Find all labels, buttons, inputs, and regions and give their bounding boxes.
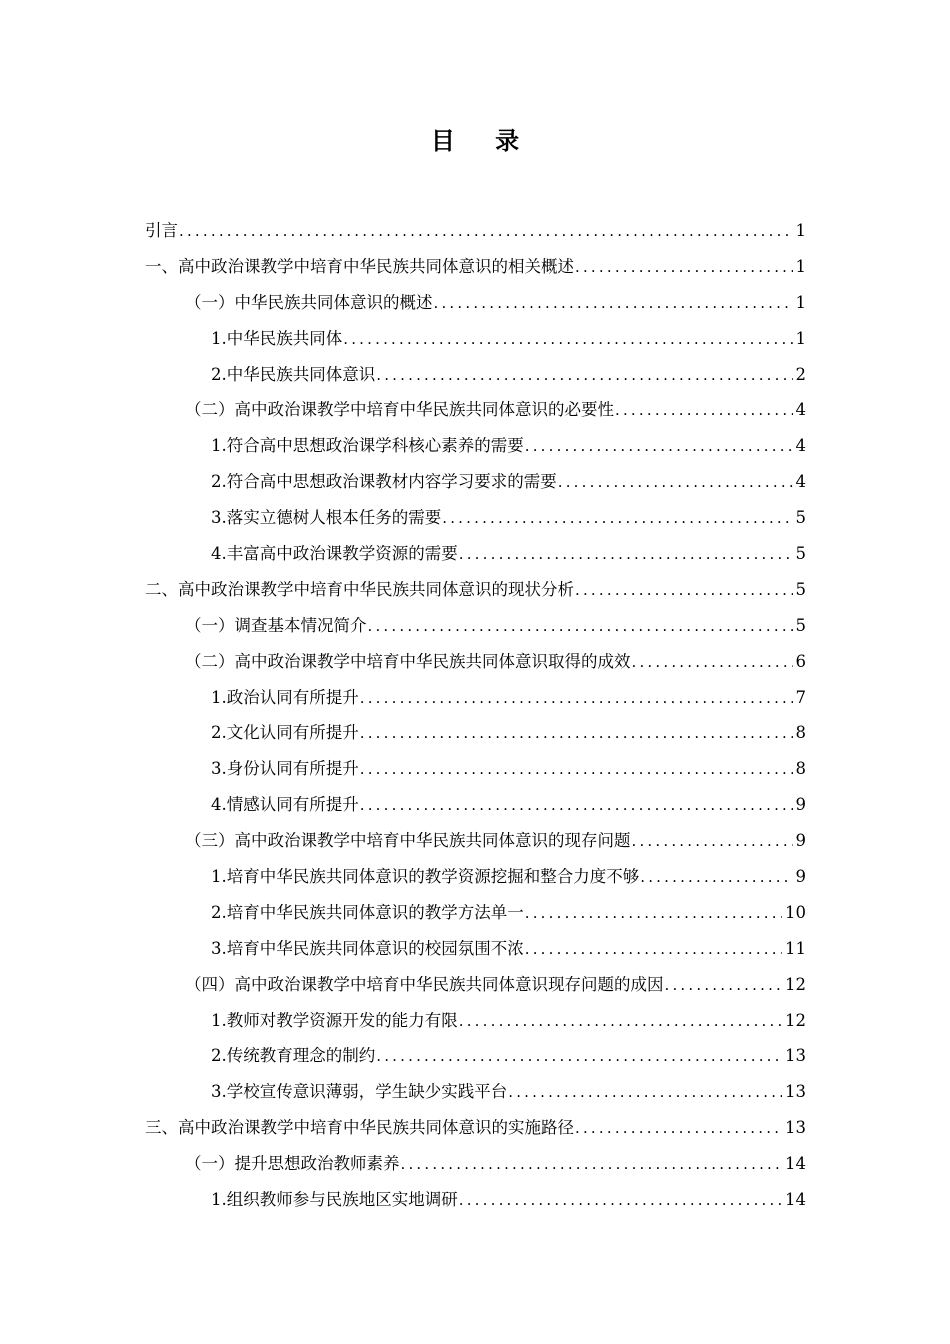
toc-entry-text: 4.情感认同有所提升 (211, 795, 359, 815)
toc-entry[interactable] (145, 536, 806, 572)
toc-entry[interactable] (145, 249, 806, 285)
toc-page-number: 9 (795, 795, 806, 815)
toc-dot-leader (360, 716, 793, 752)
toc-entry-text: 1.组织教师参与民族地区实地调研 (211, 1190, 458, 1210)
toc-entry-text: （三）高中政治课教学中培育中华民族共同体意识的现存问题 (185, 831, 631, 851)
toc-dot-leader (459, 1183, 782, 1219)
toc-page-number: 8 (795, 723, 806, 743)
toc-page-number: 4 (795, 436, 806, 456)
toc-page-number: 13 (785, 1046, 806, 1066)
toc-entry[interactable] (145, 1182, 806, 1218)
toc-dot-leader (632, 824, 793, 860)
toc-entry[interactable] (145, 715, 806, 751)
toc-page-number: 1 (795, 292, 806, 312)
toc-page-number: 7 (795, 687, 806, 707)
toc-page-number: 14 (785, 1154, 806, 1174)
toc-page-number: 13 (785, 1082, 806, 1102)
toc-dot-leader (376, 358, 792, 394)
toc-dot-leader (525, 429, 793, 465)
toc-entry-text: 3.落实立德树人根本任务的需要 (211, 508, 442, 528)
toc-entry-text: 3.身份认同有所提升 (211, 759, 359, 779)
toc-dot-leader (401, 1147, 783, 1183)
toc-page-number: 8 (795, 759, 806, 779)
toc-page-number: 5 (795, 508, 806, 528)
toc-page-number: 10 (785, 902, 806, 922)
toc-entry-text: 1.中华民族共同体 (211, 328, 343, 348)
toc-dot-leader (459, 1004, 782, 1040)
toc-entry-text: 一、高中政治课教学中培育中华民族共同体意识的相关概述 (145, 256, 574, 276)
toc-entry[interactable] (145, 1110, 806, 1146)
toc-dot-leader (368, 609, 793, 645)
toc-entry-text: 1.政治认同有所提升 (211, 687, 359, 707)
toc-entry[interactable] (145, 931, 806, 967)
toc-entry[interactable] (145, 751, 806, 787)
toc-entry-text: 2.文化认同有所提升 (211, 723, 359, 743)
toc-dot-leader (360, 752, 793, 788)
toc-entry-text: 3.培育中华民族共同体意识的校园氛围不浓 (211, 938, 524, 958)
toc-entry[interactable] (145, 572, 806, 608)
toc-entry-text: 2.培育中华民族共同体意识的教学方法单一 (211, 902, 524, 922)
toc-entry[interactable] (145, 787, 806, 823)
toc-entry-text: 3.学校宣传意识薄弱，学生缺少实践平台 (211, 1082, 508, 1102)
toc-entry[interactable] (145, 608, 806, 644)
toc-entry[interactable] (145, 321, 806, 357)
toc-entry-text: （四）高中政治课教学中培育中华民族共同体意识现存问题的成因 (185, 974, 664, 994)
toc-page-number: 1 (795, 256, 806, 276)
toc-title: 目 录 (430, 126, 536, 155)
toc-entry-text: 2.中华民族共同体意识 (211, 364, 376, 384)
toc-dot-leader (179, 214, 793, 250)
toc-entry-text: （一）中华民族共同体意识的概述 (185, 292, 433, 312)
toc-dot-leader (434, 286, 793, 322)
toc-entry-text: （一）提升思想政治教师素养 (185, 1154, 400, 1174)
toc-dot-leader (615, 393, 793, 429)
toc-page-number: 4 (795, 400, 806, 420)
toc-dot-leader (459, 537, 793, 573)
toc-dot-leader (360, 681, 793, 717)
toc-entry[interactable] (145, 1038, 806, 1074)
toc-entry[interactable] (145, 859, 806, 895)
toc-page-number: 9 (795, 867, 806, 887)
toc-entry-text: 4.丰富高中政治课教学资源的需要 (211, 544, 458, 564)
toc-entry[interactable] (145, 1146, 806, 1182)
toc-entry-text: 1.符合高中思想政治课学科核心素养的需要 (211, 436, 524, 456)
toc-entry-text: 1.教师对教学资源开发的能力有限 (211, 1010, 458, 1030)
toc-entry[interactable] (145, 680, 806, 716)
toc-entry-text: （二）高中政治课教学中培育中华民族共同体意识取得的成效 (185, 651, 631, 671)
toc-page-number: 4 (795, 472, 806, 492)
toc-page-number: 5 (795, 615, 806, 635)
toc-page-number: 5 (795, 544, 806, 564)
toc-entry[interactable] (145, 392, 806, 428)
toc-entry-text: 三、高中政治课教学中培育中华民族共同体意识的实施路径 (145, 1118, 574, 1138)
toc-page-number: 11 (785, 938, 806, 958)
toc-page-number: 13 (785, 1118, 806, 1138)
toc-entry[interactable] (145, 428, 806, 464)
toc-entry[interactable] (145, 213, 806, 249)
toc-entry-text: （二）高中政治课教学中培育中华民族共同体意识的必要性 (185, 400, 614, 420)
toc-entry-text: （一）调查基本情况简介 (185, 615, 367, 635)
toc-entry-text: 1.培育中华民族共同体意识的教学资源挖掘和整合力度不够 (211, 867, 640, 887)
toc-dot-leader (575, 1111, 782, 1147)
toc-page-number: 1 (795, 221, 806, 240)
toc-dot-leader (343, 322, 792, 358)
toc-entry[interactable] (145, 644, 806, 680)
toc-page-number: 12 (785, 974, 806, 994)
toc-dot-leader (525, 932, 782, 968)
toc-page-number: 12 (785, 1010, 806, 1030)
toc-dot-leader (575, 573, 793, 609)
toc-entry[interactable] (145, 464, 806, 500)
toc-dot-leader (442, 501, 792, 537)
toc-entry[interactable] (145, 285, 806, 321)
toc-dot-leader (632, 645, 793, 681)
toc-page-number: 9 (795, 831, 806, 851)
toc-dot-leader (640, 860, 792, 896)
toc-dot-leader (525, 896, 782, 932)
toc-dot-leader (376, 1039, 782, 1075)
toc-dot-leader (665, 968, 783, 1004)
toc-list (145, 213, 806, 1218)
toc-entry[interactable] (145, 500, 806, 536)
toc-page-number: 6 (795, 651, 806, 671)
toc-dot-leader (558, 465, 793, 501)
toc-page-number: 2 (795, 364, 806, 384)
toc-entry-text: 2.传统教育理念的制约 (211, 1046, 376, 1066)
toc-entry[interactable] (145, 1003, 806, 1039)
toc-entry-text: 引言 (145, 221, 178, 240)
toc-page-number: 14 (785, 1190, 806, 1210)
toc-entry-text: 二、高中政治课教学中培育中华民族共同体意识的现状分析 (145, 579, 574, 599)
toc-page-number: 1 (795, 328, 806, 348)
toc-entry[interactable] (145, 357, 806, 393)
toc-entry[interactable] (145, 967, 806, 1003)
toc-dot-leader (360, 788, 793, 824)
toc-dot-leader (575, 250, 793, 286)
toc-entry[interactable] (145, 823, 806, 859)
toc-page-number: 5 (795, 579, 806, 599)
toc-entry[interactable] (145, 895, 806, 931)
toc-entry-text: 2.符合高中思想政治课教材内容学习要求的需要 (211, 472, 557, 492)
toc-dot-leader (508, 1075, 782, 1111)
toc-entry[interactable] (145, 1074, 806, 1110)
